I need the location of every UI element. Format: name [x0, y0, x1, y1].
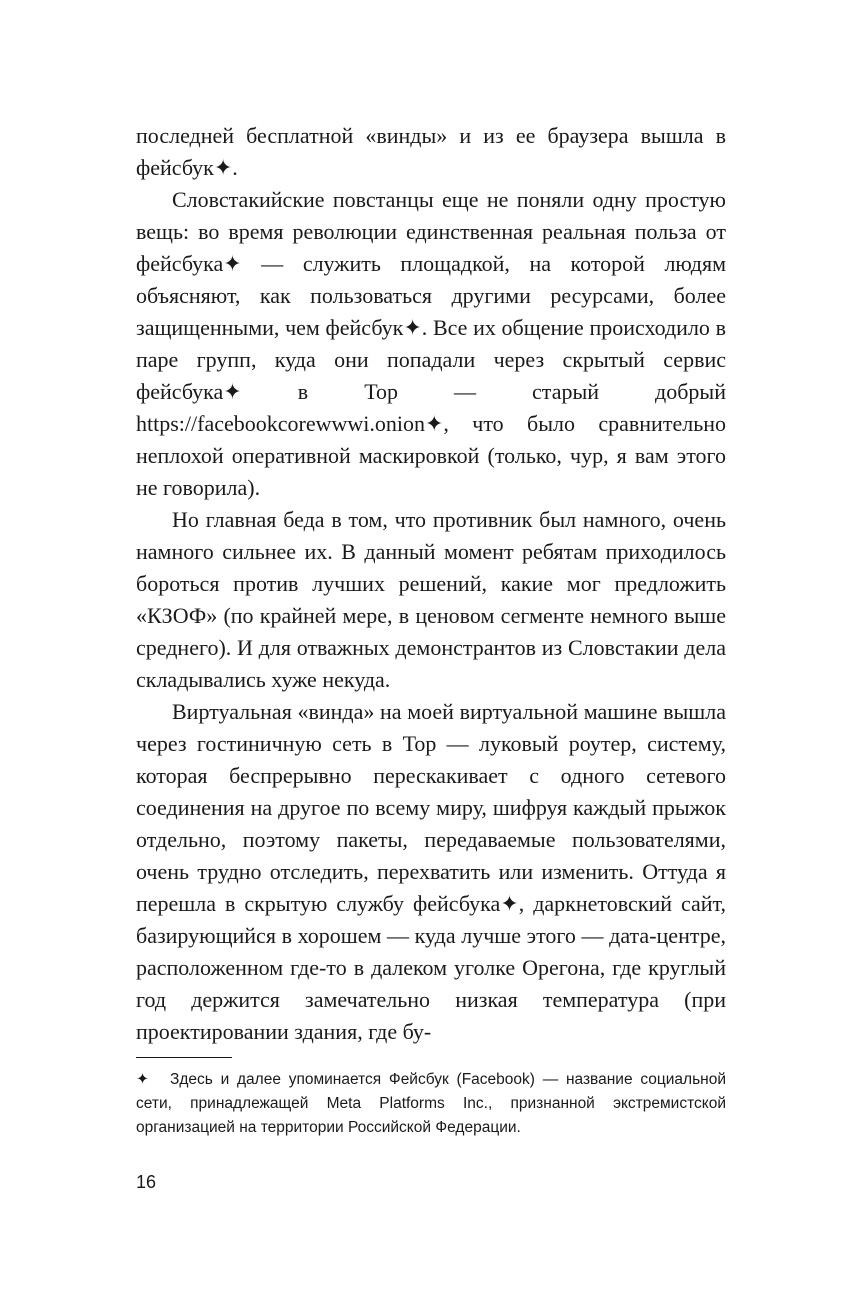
main-text [136, 120, 726, 1048]
footnote-divider [136, 1057, 232, 1058]
page-number: 16 [136, 1172, 157, 1192]
paragraph-1: последней бесплатной «винды» и из ее браузера вышла в фейсбук✦. [136, 123, 726, 180]
page-body [136, 120, 726, 1048]
footnote-text: Здесь и далее упоминается Фейсбук (Facebook) — название социальной сети, принадлежащей Meta Platforms Inc., признанной экстремистской организацией на территории Российской Федерации. [136, 1071, 726, 1136]
footnote [136, 1068, 726, 1140]
paragraph-4: Виртуальная «винда» на моей виртуальной машине вышла через гостиничную сеть в Тор — луковый роутер, систему, которая беспрерывно перескакивает с одного сетевого соединения на другое по всему миру, шифруя каждый прыжок отдельно, поэтому пакеты, передаваемые пользователями, очень трудно отследить, перехватить или изменить. Оттуда я перешла в скрытую службу фейсбука✦, даркнетовский сайт, базирующийся в хорошем — куда лучше этого — дата-центре, расположенном где-то в далеком уголке Орегона, где круглый год держится замечательно низкая температура (при проектировании здания, где бу- [136, 699, 726, 1044]
paragraph-3: Но главная беда в том, что противник был намного, очень намного сильнее их. В данный момент ребятам приходилось бороться против лучших решений, какие мог предложить «КЗОФ» (по крайней мере, в ценовом сегменте немного выше среднего). И для отважных демонстрантов из Словстакии дела складывались хуже некуда. [136, 507, 726, 692]
paragraph-2: Словстакийские повстанцы еще не поняли одну простую вещь: во время революции единственная реальная польза от фейсбука✦ — служить площадкой, на которой людям объясняют, как пользоваться другими ресурсами, более защищенными, чем фейсбук✦. Все их общение происходило в паре групп, куда они попадали через скрытый сервис фейсбука✦ в Тор — старый добрый https://facebookcorewwwi.onion✦, что было сравнительно неплохой оперативной маскировкой (только, чур, я вам этого не говорила). [136, 187, 726, 500]
footnote-mark: ✦ [136, 1071, 149, 1088]
